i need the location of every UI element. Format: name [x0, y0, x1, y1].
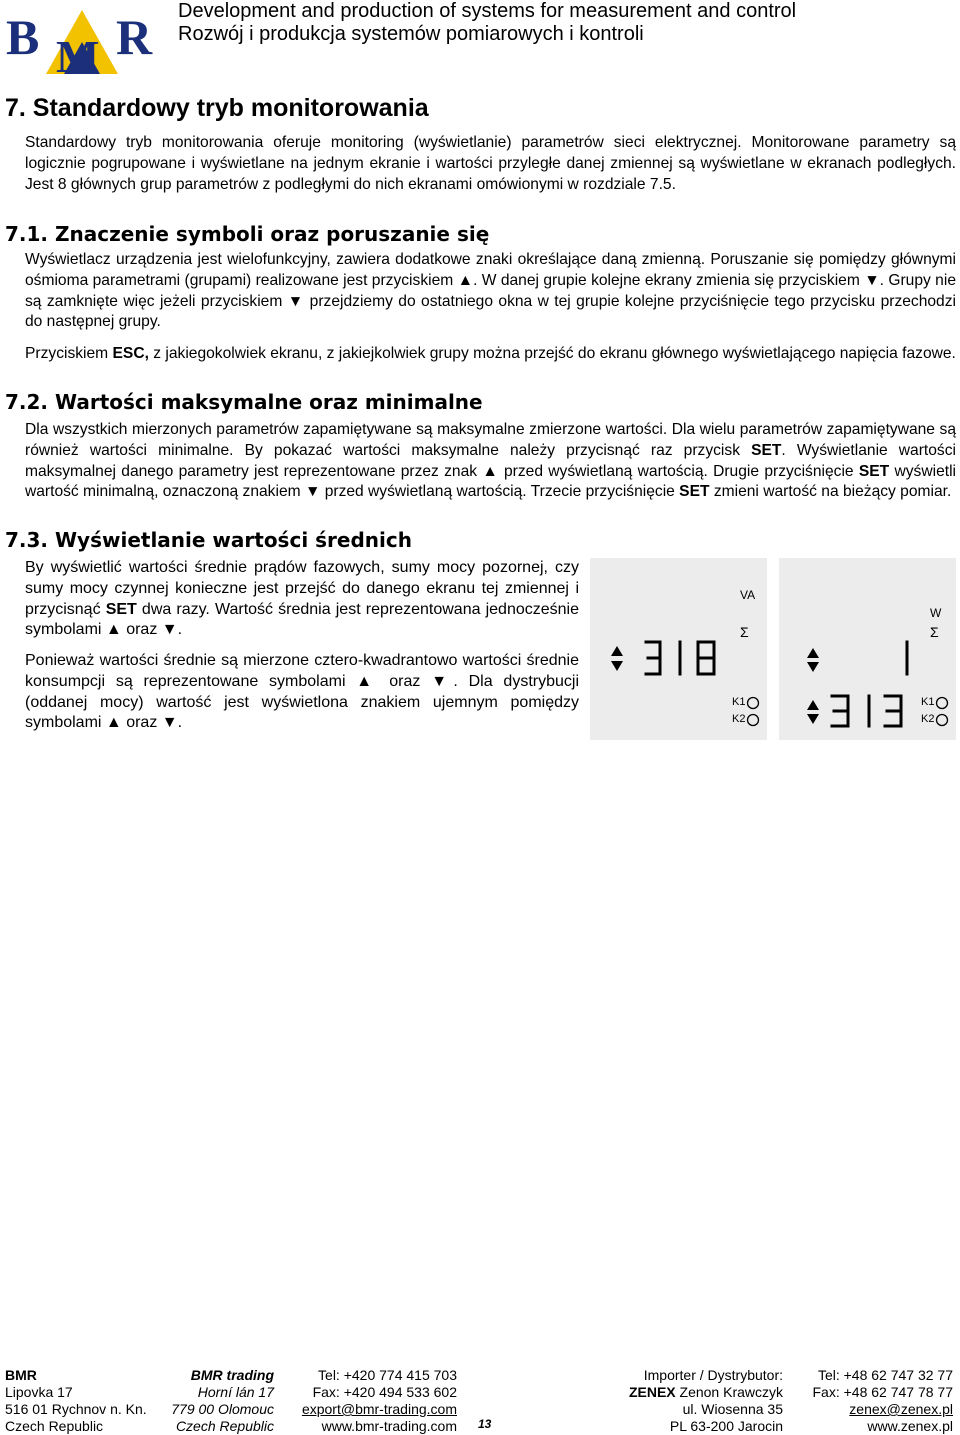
max-min-arrows-icon — [807, 648, 819, 724]
footer-bmr-trading-address — [168, 1367, 274, 1435]
footer-bmr-fax: Fax: +420 494 533 602 — [312, 1384, 457, 1400]
section-intro: Standardowy tryb monitorowania oferuje monitoring (wyświetlanie) parametrów sieci elektrycznej. Monitorowane parametry są logicznie pogrupowane i wyświetlane na jednym ekranie i wartości przyległe danej zmiennej są wyświetlane w ekranach podległych. Jest 8 głównych grup parametrów z podległymi do nich ekranami omówionymi w rozdziale 7.5. — [25, 134, 956, 193]
unit-label: W — [930, 606, 942, 620]
svg-text:M: M — [56, 31, 100, 76]
footer-importer-city: PL 63-200 Jarocin — [669, 1418, 783, 1434]
seven-segment-digits — [832, 642, 907, 726]
sigma-symbol: Σ — [930, 624, 939, 640]
footer-importer — [600, 1367, 783, 1435]
footer-bmr-trading-country: Czech Republic — [175, 1418, 274, 1434]
k1-label: K1 — [732, 696, 746, 708]
footer-zenex-fax: Fax: +48 62 747 78 77 — [812, 1384, 953, 1400]
max-min-arrows-icon — [611, 646, 623, 671]
footer-bmr-website-link[interactable]: www.bmr-trading.com — [321, 1418, 457, 1434]
footer-bmr-trading-city: 779 00 Olomouc — [171, 1401, 274, 1417]
footer-importer-name: ZENEX Zenon Krawczyk — [628, 1384, 783, 1400]
footer-bmr-phone: Tel: +420 774 415 703 — [318, 1367, 457, 1383]
subsection-7-1-paragraph-1: Wyświetlacz urządzenia jest wielofunkcyjny, zawiera dodatkowe znaki określające daną zmienną. Poruszanie się pomiędzy głównymi ośmioma parametrami (grupami) realizowane jest przyciskiem ▲. W danej grupie kolejne ekrany zmienia się przyciskiem ▼. Grupy nie są zamknięte więc jeżeli przyciskiem ▼ przejdziemy do ostatniego okna w tej grupie kolejne przyciśnięcie tego przycisku przechodzi do następnej grupy. — [25, 251, 956, 331]
header-line-pl: Rozwój i produkcja systemów pomiarowych i kontroli — [178, 23, 644, 45]
footer-importer-street: ul. Wiosenna 35 — [682, 1401, 783, 1417]
footer-zenex-contact — [800, 1367, 953, 1435]
footer-bmr-trading-street: Horní lán 17 — [197, 1384, 274, 1400]
subsection-7-1-paragraph-2: Przyciskiem ESC, z jakiegokolwiek ekranu, z jakiejkolwiek grupy można przejść do ekranu głównego wyświetlającego napięcia fazowe. — [25, 345, 956, 362]
page-number: 13 — [478, 1417, 492, 1431]
seven-segment-digits — [646, 642, 714, 674]
k1-label: K1 — [921, 696, 935, 708]
k2-label: K2 — [732, 713, 746, 725]
lcd-display-w — [779, 558, 956, 740]
footer-bmr-name: BMR — [5, 1367, 37, 1383]
unit-label: VA — [740, 588, 756, 602]
k2-label: K2 — [921, 713, 935, 725]
subsection-7-1-title: 7.1. Znaczenie symboli oraz poruszanie się — [5, 222, 490, 246]
header-line-en: Development and production of systems for measurement and control — [178, 0, 797, 22]
footer-bmr-city: 516 01 Rychnov n. Kn. — [5, 1401, 147, 1417]
subsection-7-3-paragraph-1: By wyświetlić wartości średnie prądów fazowych, sumy mocy pozornej, czy sumy mocy czynnej konieczne jest przejść do danego ekranu tej zmiennej i przycisnąć SET dwa razy. Wartość średnia jest reprezentowana jednocześnie symbolami ▲ oraz ▼. — [25, 559, 579, 639]
footer-zenex-email-link[interactable]: zenex@zenex.pl — [849, 1401, 953, 1417]
footer-bmr-address — [5, 1367, 147, 1435]
footer-bmr-street: Lipovka 17 — [5, 1384, 73, 1400]
bmr-logo — [4, 4, 160, 76]
footer-bmr-contact — [297, 1367, 457, 1435]
footer-zenex-phone: Tel: +48 62 747 32 77 — [817, 1367, 953, 1383]
subsection-7-2-paragraph: Dla wszystkich mierzonych parametrów zapamiętywane są maksymalne zmierzone wartości. Dla wielu parametrów zapamiętywane są również wartości minimalne. By pokazać wartości maksymalne należy przycisnąć raz przycisk SET. Wyświetlanie wartości maksymalnej danego parametry jest reprezentowane przez znak ▲ przed wyświetlaną wartością. Drugie przyciśnięcie SET wyświetli wartość minimalną, oznaczoną znakiem ▼ przed wyświetlaną wartością. Trzecie przyciśnięcie SET zmieni wartość na bieżący pomiar. — [25, 421, 956, 501]
footer-zenex-website-link[interactable]: www.zenex.pl — [867, 1418, 953, 1434]
subsection-7-3-title: 7.3. Wyświetlanie wartości średnich — [5, 528, 412, 552]
svg-text:R: R — [116, 9, 153, 65]
footer-bmr-trading-name: BMR trading — [190, 1367, 274, 1383]
footer-importer-label: Importer / Dystrybutor: — [643, 1367, 783, 1383]
subsection-7-2-title: 7.2. Wartości maksymalne oraz minimalne — [5, 390, 483, 414]
sigma-symbol: Σ — [740, 624, 749, 640]
svg-text:B: B — [6, 9, 40, 65]
lcd-display-va — [590, 558, 767, 740]
k-indicator-circles — [748, 698, 759, 726]
k-indicator-circles — [937, 698, 948, 726]
subsection-7-3-paragraph-2: Ponieważ wartości średnie są mierzone cztero-kwadrantowo wartości średnie konsumpcji są reprezentowane symbolami ▲ oraz ▼. Dla dystrybucji (oddanej mocy) wartość jest wyświetlona znakiem ujemnym pomiędzy symbolami ▲ oraz ▼. — [25, 652, 579, 732]
footer-bmr-country: Czech Republic — [5, 1418, 104, 1434]
section-title: 7. Standardowy tryb monitorowania — [5, 94, 429, 122]
footer-bmr-email-link[interactable]: export@bmr-trading.com — [301, 1401, 457, 1417]
